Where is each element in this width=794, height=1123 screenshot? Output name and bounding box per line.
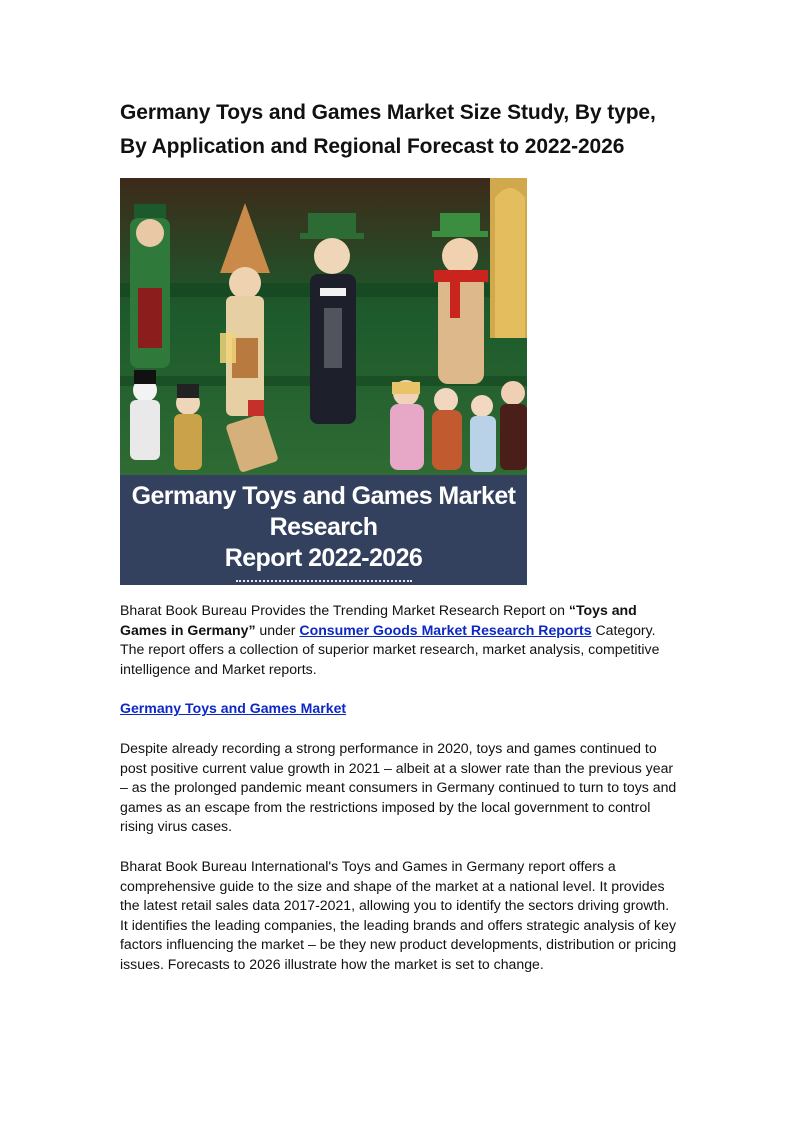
section-link-paragraph (120, 699, 680, 719)
market-performance-paragraph: Despite already recording a strong performance in 2020, toys and games continued to post positive current value growth in 2021 – albeit at a slower rate than the previous year – as the prolonged pandemic meant consumers in Germany continued to turn to toys and games as an escape from the restrictions imposed by the local government to control rising virus cases. (120, 739, 677, 835)
banner-title-line-2: Report 2022-2026 (224, 544, 423, 572)
wooden-nutcracker-figures-photo (120, 178, 527, 475)
title-line-1: Germany Toys and Games Market Size Study, By type, (120, 101, 656, 124)
intro-text-1: Bharat Book Bureau Provides the Trending Market Research Report on (120, 602, 569, 618)
banner-caption (120, 475, 527, 585)
report-description-paragraph: Bharat Book Bureau International's Toys and Games in Germany report offers a comprehensive guide to the size and shape of the market at a national level. It provides the latest retail sales data 2017-2021, allowing you to identify the sectors driving growth. It identifies the leading companies, the leading brands and offers strategic analysis of key factors influencing the market – be they new product developments, distribution or pricing issues. Forecasts to 2026 illustrate how the market is set to change. (120, 857, 677, 972)
germany-toys-games-market-link[interactable]: Germany Toys and Games Market (120, 700, 347, 717)
intro-text-2: under (255, 621, 300, 638)
banner-title-line-1: Germany Toys and Games Market Research (131, 482, 516, 541)
intro-report-name: “Toys and Games in Germany” (120, 602, 637, 638)
banner-dotted-divider (236, 580, 412, 582)
page-title (120, 96, 680, 164)
report-banner-image (120, 178, 527, 585)
intro-text-3: Category. The report offers a collection of superior market research, market analysis, competitive intelligence and Market reports. (120, 621, 660, 677)
intro-paragraph (120, 601, 680, 679)
consumer-goods-reports-link[interactable]: Consumer Goods Market Research Reports (299, 621, 592, 638)
title-line-2: By Application and Regional Forecast to 2022-2026 (120, 135, 625, 158)
document-page (120, 96, 680, 975)
